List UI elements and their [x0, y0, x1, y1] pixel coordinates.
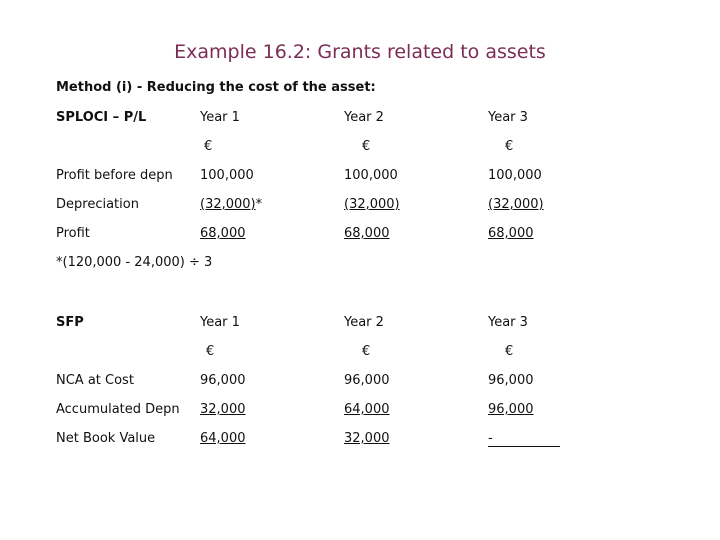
depreciation-year-1	[200, 197, 262, 212]
net-book-value-year-3: -	[488, 432, 560, 447]
accumulated-depn-year-1: 32,000	[200, 402, 246, 417]
sploci-heading: SPLOCI – P/L	[56, 110, 147, 125]
profit-before-depn-year-3: 100,000	[488, 168, 542, 183]
depreciation-year-3: (32,000)	[488, 197, 544, 212]
sfp-year-2-header: Year 2	[344, 315, 384, 330]
row-label-net-book-value: Net Book Value	[56, 431, 156, 446]
net-book-value-year-3-wrap	[488, 431, 560, 447]
profit-year-1: 68,000	[200, 226, 246, 241]
net-book-value-year-1: 64,000	[200, 431, 246, 446]
row-label-profit-before-depn: Profit before depn	[56, 168, 173, 183]
sfp-currency-2: €	[362, 344, 371, 359]
profit-before-depn-year-2: 100,000	[344, 168, 398, 183]
sfp-year-3-header: Year 3	[488, 315, 528, 330]
sfp-currency-3: €	[505, 344, 514, 359]
sploci-year-1-header: Year 1	[200, 110, 240, 125]
sfp-heading: SFP	[56, 315, 84, 330]
nca-at-cost-year-1: 96,000	[200, 373, 246, 388]
sploci-currency-2: €	[362, 139, 371, 154]
page-title: Example 16.2: Grants related to assets	[174, 41, 546, 63]
row-label-depreciation: Depreciation	[56, 197, 139, 212]
nca-at-cost-year-3: 96,000	[488, 373, 534, 388]
profit-before-depn-year-1: 100,000	[200, 168, 254, 183]
sfp-year-1-header: Year 1	[200, 315, 240, 330]
row-label-nca-at-cost: NCA at Cost	[56, 373, 134, 388]
profit-year-2: 68,000	[344, 226, 390, 241]
method-subtitle: Method (i) - Reducing the cost of the asset:	[56, 80, 376, 95]
sploci-currency-3: €	[505, 139, 514, 154]
row-label-accumulated-depn: Accumulated Depn	[56, 402, 180, 417]
sploci-year-3-header: Year 3	[488, 110, 528, 125]
depreciation-note-marker: *	[255, 197, 263, 212]
footnote: *(120,000 - 24,000) ÷ 3	[56, 255, 213, 270]
net-book-value-year-2: 32,000	[344, 431, 390, 446]
sploci-currency-1: €	[204, 139, 213, 154]
depreciation-year-2: (32,000)	[344, 197, 400, 212]
depreciation-year-1-value: (32,000)	[200, 197, 256, 212]
sploci-year-2-header: Year 2	[344, 110, 384, 125]
accumulated-depn-year-3: 96,000	[488, 402, 534, 417]
nca-at-cost-year-2: 96,000	[344, 373, 390, 388]
accumulated-depn-year-2: 64,000	[344, 402, 390, 417]
profit-year-3: 68,000	[488, 226, 534, 241]
row-label-profit: Profit	[56, 226, 90, 241]
sfp-currency-1: €	[206, 344, 215, 359]
